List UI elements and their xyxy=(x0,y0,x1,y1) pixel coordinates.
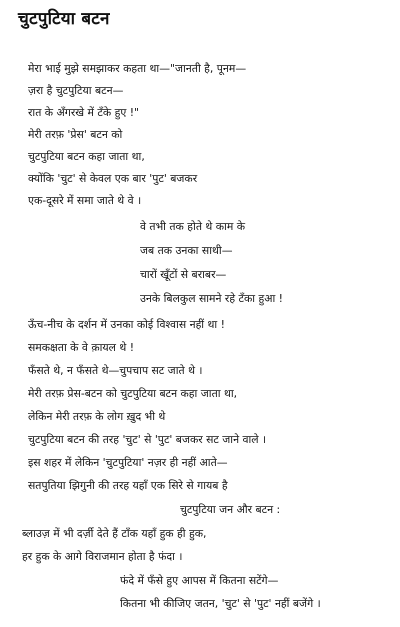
poem-line-7: एक-दूसरे में समा जाते थे वे । xyxy=(28,194,142,207)
poem-line-18: इस शहर में लेकिन 'चुटपुटिया' नज़र ही नहीं आते— xyxy=(28,456,228,469)
poem-line-3: रात के अँगरखे में टँके हुए !" xyxy=(28,106,140,119)
poem-line-6: क्योंकि 'चुट' से केवल एक बार 'पुट' बजकर xyxy=(28,172,198,185)
poem-line-17: चुटपुटिया बटन की तरह 'चुट' से 'पुट' बजकर सट जाने वाले । xyxy=(28,433,267,446)
poem-line-10: चारों खूँटों से बराबर— xyxy=(140,268,227,281)
poem-line-15: मेरी तरफ़ प्रेस-बटन को चुटपुटिया बटन कहा जाता था, xyxy=(28,387,238,400)
poem-title: चुटपुटिया बटन xyxy=(18,9,110,29)
poem-line-11: उनके बिलकुल सामने रहे टँका हुआ ! xyxy=(140,292,284,305)
poem-line-5: चुटपुटिया बटन कहा जाता था, xyxy=(28,150,145,163)
poem-line-23: फंदे में फँसे हुए आपस में कितना सटेंगे— xyxy=(120,574,279,587)
poem-line-8: वे तभी तक होते थे काम के xyxy=(140,220,246,233)
poem-line-12: ऊँच-नीच के दर्शन में उनका कोई विश्वास नहीं था ! xyxy=(28,318,225,331)
poem-line-2: ज़रा है चुटपुटिया बटन— xyxy=(28,84,124,97)
poem-line-22: हर हुक के आगे विराजमान होता है फंदा । xyxy=(22,550,183,563)
poem-line-9: जब तक उनका साथी— xyxy=(140,244,233,257)
poem-line-21: ब्लाउज़ में भी दर्ज़ी देते हैं टाँक यहाँ हुक ही हुक, xyxy=(22,527,207,540)
poem-line-20: चुटपुटिया जन और बटन : xyxy=(180,503,281,516)
poem-line-4: मेरी तरफ़ 'प्रेस' बटन को xyxy=(28,128,123,141)
poem-line-1: मेरा भाई मुझे समझाकर कहता था—"जानती है, पूनम— xyxy=(28,62,247,75)
poem-line-13: समकक्षता के वे क़ायल थे ! xyxy=(28,341,135,354)
poem-line-16: लेकिन मेरी तरफ़ के लोग ख़ुद भी थे xyxy=(28,410,166,423)
poem-line-14: फँसते थे, न फँसते थे—चुपचाप सट जाते थे । xyxy=(28,364,203,377)
poem-line-24: कितना भी कीजिए जतन, 'चुट' से 'पुट' नहीं बजेंगे । xyxy=(120,597,321,610)
poem-line-19: सतपुतिया झिगुनी की तरह यहाँ एक सिरे से गायब है xyxy=(28,479,228,492)
